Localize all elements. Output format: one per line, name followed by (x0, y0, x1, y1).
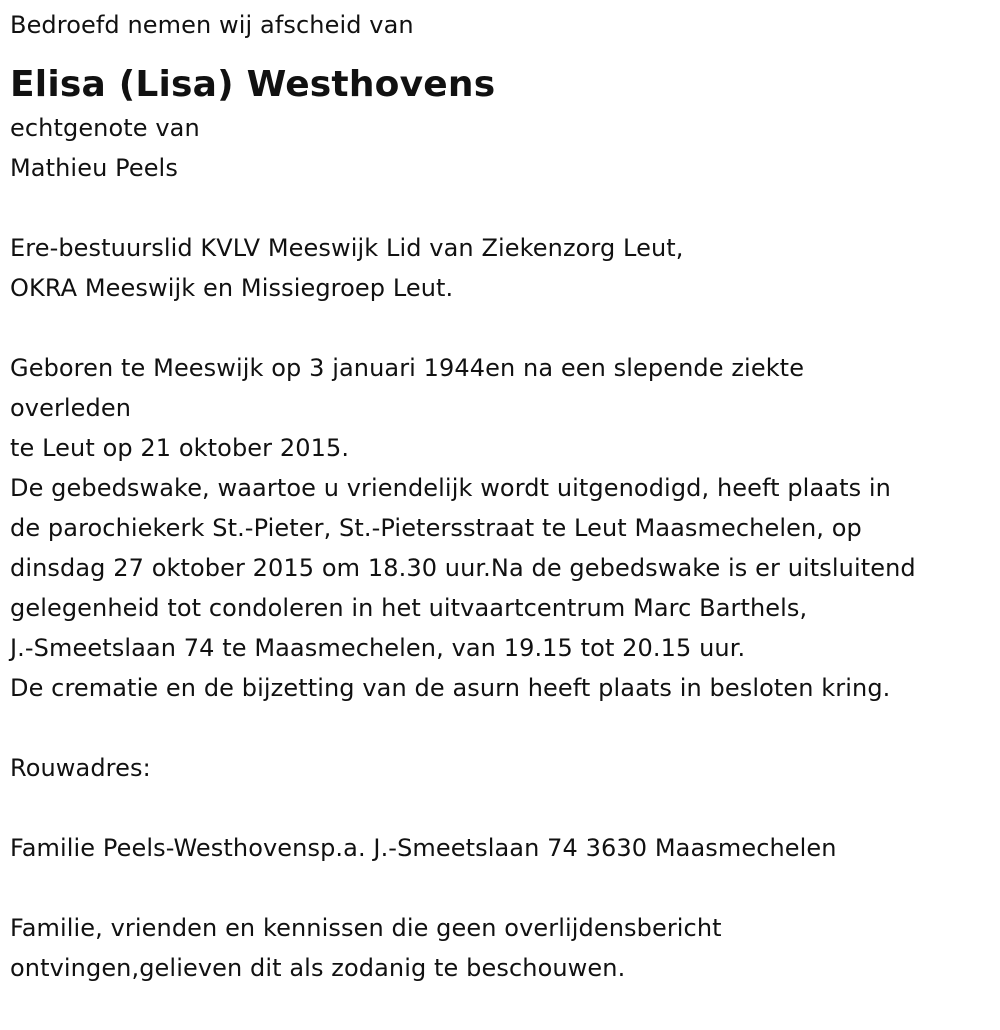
intro-text: Bedroefd nemen wij afscheid van (10, 11, 414, 39)
closing-line: ontvingen,gelieven dit als zodanig te beschouwen. (10, 954, 626, 982)
details-line: De gebedswake, waartoe u vriendelijk wordt uitgenodigd, heeft plaats in (10, 474, 891, 502)
membership-line: Ere-bestuurslid KVLV Meeswijk Lid van Ziekenzorg Leut, (10, 234, 684, 262)
details-line: de parochiekerk St.-Pieter, St.-Pietersstraat te Leut Maasmechelen, op (10, 514, 862, 542)
spouse-label: echtgenote van (10, 114, 200, 142)
details-line: te Leut op 21 oktober 2015. (10, 434, 350, 462)
mourning-address: Familie Peels-Westhovensp.a. J.-Smeetslaan 74 3630 Maasmechelen (10, 834, 837, 862)
spacer (10, 868, 990, 908)
details-line: De crematie en de bijzetting van de asurn heeft plaats in besloten kring. (10, 674, 891, 702)
membership-line: OKRA Meeswijk en Missiegroep Leut. (10, 274, 454, 302)
closing-line: Familie, vrienden en kennissen die geen overlijdensbericht (10, 914, 722, 942)
mourning-address-label: Rouwadres: (10, 754, 151, 782)
details-line: gelegenheid tot condoleren in het uitvaartcentrum Marc Barthels, (10, 594, 808, 622)
deceased-name: Elisa (Lisa) Westhovens (10, 64, 496, 105)
spacer (10, 708, 990, 748)
spouse-name: Mathieu Peels (10, 154, 178, 182)
details-line: J.-Smeetslaan 74 te Maasmechelen, van 19.15 tot 20.15 uur. (10, 634, 746, 662)
spacer (10, 788, 990, 828)
details-line: dinsdag 27 oktober 2015 om 18.30 uur.Na de gebedswake is er uitsluitend (10, 554, 916, 582)
spacer (10, 308, 990, 348)
details-line: overleden (10, 394, 132, 422)
details-line: Geboren te Meeswijk op 3 januari 1944en na een slepende ziekte (10, 354, 805, 382)
spacer (10, 188, 990, 228)
